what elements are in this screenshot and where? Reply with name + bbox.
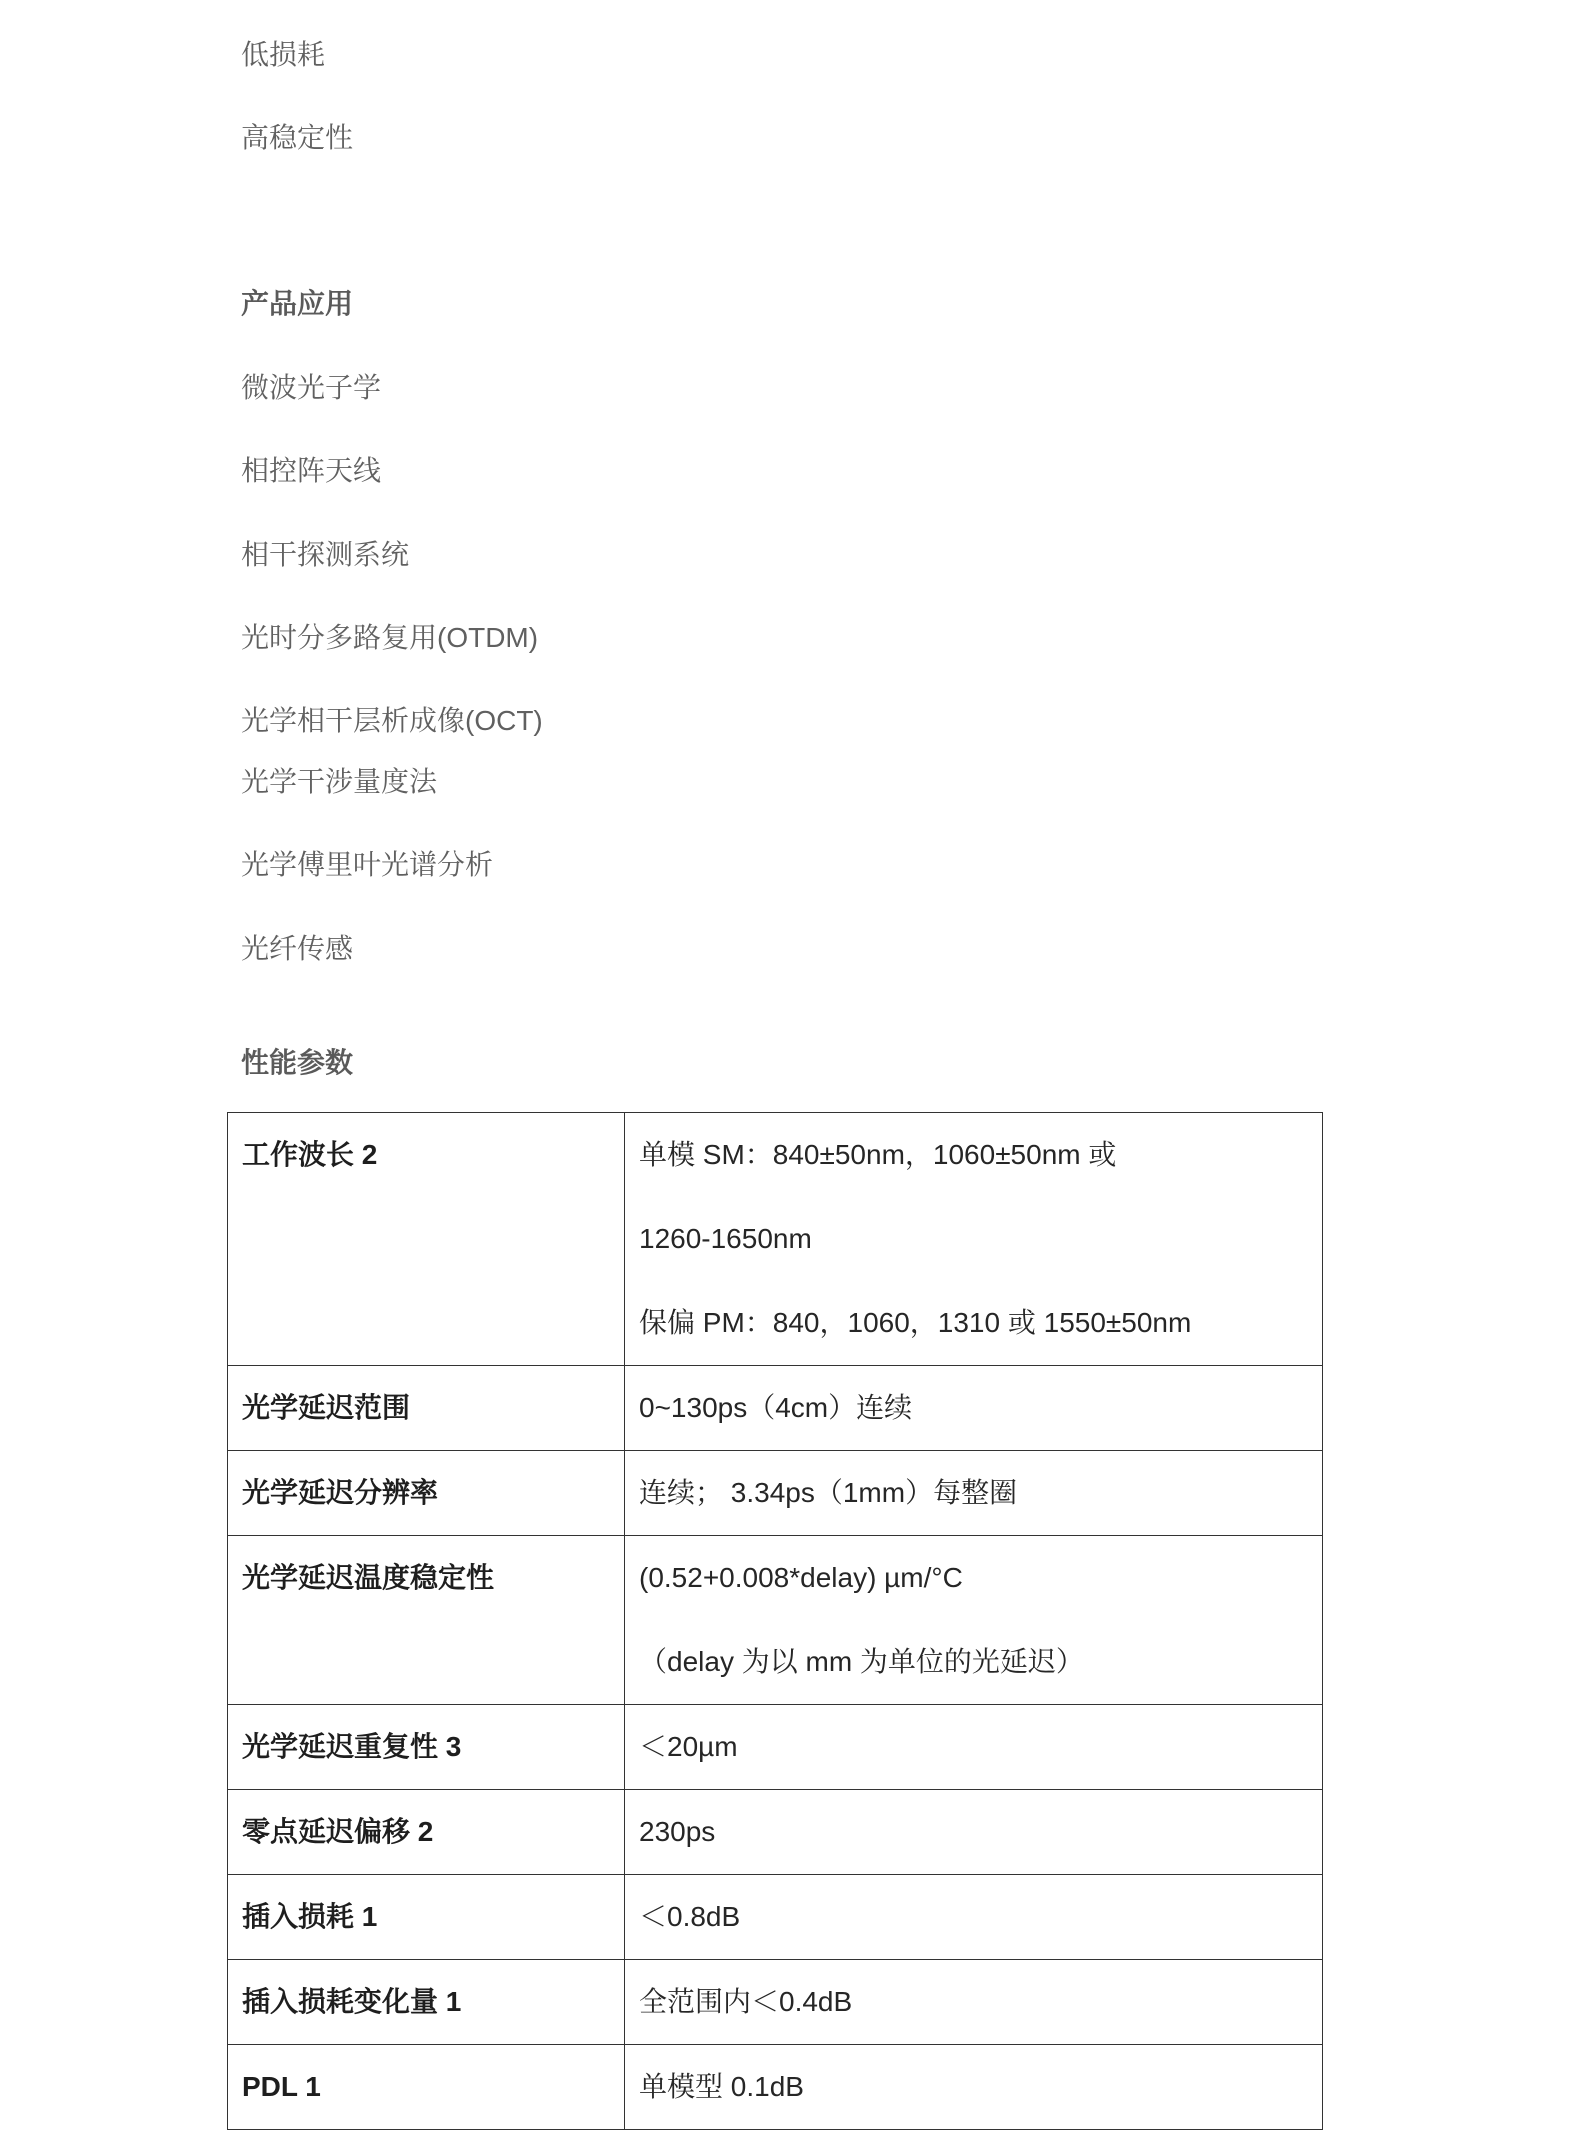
param-name: PDL 1: [242, 2071, 321, 2102]
application-item: 相控阵天线: [241, 455, 382, 486]
param-value: 0~130ps（4cm）连续: [639, 1392, 913, 1423]
param-value: （delay 为以 mm 为单位的光延迟）: [639, 1646, 1084, 1677]
feature-low-loss: 低损耗: [241, 39, 326, 70]
table-row: [228, 1960, 1323, 2045]
param-value: 连续； 3.34ps（1mm）每整圈: [639, 1477, 1018, 1508]
applications-heading: 产品应用: [241, 288, 354, 319]
param-name: 光学延迟范围: [242, 1392, 411, 1423]
param-name: 插入损耗变化量 1: [242, 1986, 462, 2017]
param-value: 保偏 PM：840，1060，1310 或 1550±50nm: [639, 1307, 1192, 1338]
table-row: [228, 1875, 1323, 1960]
param-name: 光学延迟分辨率: [242, 1477, 439, 1508]
param-value: ＜20µm: [639, 1731, 738, 1762]
application-item: 光学相干层析成像(OCT): [241, 705, 543, 736]
param-value: (0.52+0.008*delay) µm/°C: [639, 1562, 963, 1593]
table-row: [228, 1705, 1323, 1790]
application-item: 相干探测系统: [241, 539, 410, 570]
performance-table: [227, 1112, 1323, 2130]
param-value: 全范围内＜0.4dB: [639, 1986, 853, 2017]
table-row: [228, 1536, 1323, 1705]
param-name: 插入损耗 1: [242, 1901, 378, 1932]
table-row: [228, 2045, 1323, 2130]
param-value: ＜0.8dB: [639, 1901, 741, 1932]
param-value: 1260-1650nm: [639, 1223, 812, 1254]
application-item: 光学干涉量度法: [241, 766, 438, 797]
application-item: 光时分多路复用(OTDM): [241, 622, 539, 653]
param-value: 单模 SM：840±50nm，1060±50nm 或: [639, 1139, 1117, 1170]
performance-heading: 性能参数: [241, 1047, 354, 1078]
application-item: 光纤传感: [241, 933, 354, 964]
param-value: 单模型 0.1dB: [639, 2071, 804, 2102]
table-row: [228, 1113, 1323, 1366]
table-row: [228, 1366, 1323, 1451]
param-name: 零点延迟偏移 2: [242, 1816, 434, 1847]
feature-high-stability: 高稳定性: [241, 122, 354, 153]
param-name: 光学延迟重复性 3: [242, 1731, 462, 1762]
application-item: 光学傅里叶光谱分析: [241, 849, 494, 880]
table-row: [228, 1790, 1323, 1875]
param-name: 工作波长 2: [242, 1139, 378, 1170]
param-value: 230ps: [639, 1816, 716, 1847]
application-item: 微波光子学: [241, 372, 382, 403]
param-name: 光学延迟温度稳定性: [242, 1562, 495, 1593]
table-row: [228, 1451, 1323, 1536]
